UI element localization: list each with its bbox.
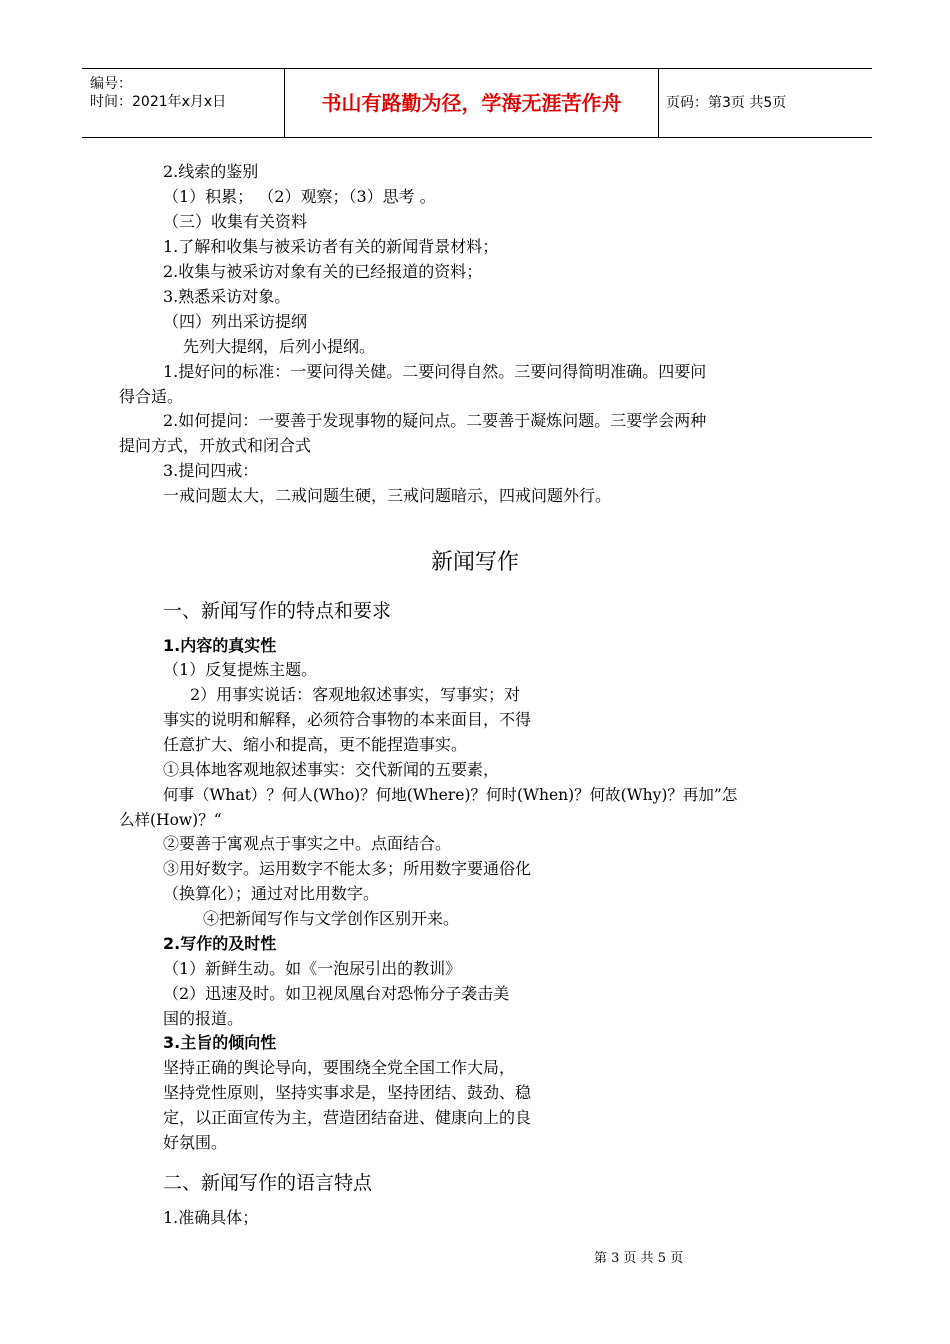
body-line: （四）列出采访提纲 bbox=[163, 312, 308, 331]
body-line: ②要善于寓观点于事实之中。点面结合。 bbox=[163, 834, 452, 853]
body-line: 2）用事实说话：客观地叙述事实，写事实；对 bbox=[190, 685, 521, 704]
header-page-info: 页码：第3页 共5页 bbox=[666, 95, 787, 111]
body-line: 国的报道。 bbox=[163, 1009, 244, 1028]
body-line: 任意扩大、缩小和提高，更不能捏造事实。 bbox=[163, 735, 468, 754]
section-heading-2: 二、新闻写作的语言特点 bbox=[163, 1172, 373, 1194]
page-title: 新闻写作 bbox=[430, 550, 519, 575]
body-line: （2）迅速及时。如卫视凤凰台对恐怖分子袭击美 bbox=[163, 984, 510, 1003]
header-time-label: 时间：2021年x月x日 bbox=[90, 94, 227, 110]
body-line: 2.收集与被采访对象有关的已经报道的资料； bbox=[163, 262, 483, 281]
body-line: 坚持党性原则，坚持实事求是，坚持团结、鼓劲、稳 bbox=[163, 1083, 532, 1102]
body-line: （三）收集有关资料 bbox=[163, 212, 308, 231]
body-line: 提问方式，开放式和闭合式 bbox=[119, 436, 312, 455]
body-line: 坚持正确的舆论导向，要围绕全党全国工作大局， bbox=[163, 1058, 516, 1077]
sub-heading: 3.主旨的倾向性 bbox=[163, 1033, 277, 1052]
body-line: 么样(How)？“ bbox=[119, 811, 222, 829]
body-line: 1.了解和收集与被采访者有关的新闻背景材料； bbox=[163, 237, 499, 256]
body-line: 好氛围。 bbox=[163, 1133, 228, 1152]
body-line: ④把新闻写作与文学创作区别开来。 bbox=[203, 909, 460, 928]
header-motto: 书山有路勤为径，学海无涯苦作舟 bbox=[285, 69, 659, 137]
body-line: （1）反复提炼主题。 bbox=[163, 660, 318, 679]
sub-heading: 2.写作的及时性 bbox=[163, 934, 277, 953]
body-line: 一戒问题太大，二戒问题生硬，三戒问题暗示，四戒问题外行。 bbox=[163, 486, 612, 505]
body-line: 1.提好问的标准：一要问得关健。二要问得自然。三要问得简明准确。四要问 bbox=[163, 362, 707, 381]
body-line: 2.如何提问：一要善于发现事物的疑问点。二要善于凝炼问题。三要学会两种 bbox=[163, 411, 707, 430]
body-line: 1.准确具体； bbox=[163, 1208, 259, 1227]
section-heading-1: 一、新闻写作的特点和要求 bbox=[163, 600, 392, 622]
body-line: 定，以正面宣传为主，营造团结奋进、健康向上的良 bbox=[163, 1108, 532, 1127]
body-line: 3.熟悉采访对象。 bbox=[163, 287, 291, 306]
header-number-label: 编号： bbox=[90, 76, 132, 92]
body-line: ③用好数字。运用数字不能太多；所用数字要通俗化 bbox=[163, 859, 532, 878]
body-line: 事实的说明和解释，必须符合事物的本来面目，不得 bbox=[163, 710, 532, 729]
page-footer: 第 3 页 共 5 页 bbox=[594, 1251, 684, 1266]
body-line: ①具体地客观地叙述事实：交代新闻的五要素， bbox=[163, 760, 500, 779]
header-info-cell bbox=[82, 69, 285, 137]
body-line: （1）新鲜生动。如《一泡尿引出的教训》 bbox=[163, 959, 462, 978]
body-line: 2.线索的鉴别 bbox=[163, 162, 259, 181]
body-line: 先列大提纲，后列小提纲。 bbox=[183, 337, 376, 356]
body-line: 何事（What）？何人(Who)？何地(Where)？何时(When)？何故(Why)？再加”怎 bbox=[163, 786, 738, 804]
body-line: 得合适。 bbox=[119, 387, 184, 406]
body-line: （1）积累； （2）观察；（3）思考 。 bbox=[163, 187, 436, 206]
body-line: （换算化）；通过对比用数字。 bbox=[163, 884, 380, 903]
sub-heading: 1.内容的真实性 bbox=[163, 636, 277, 655]
body-line: 3.提问四戒： bbox=[163, 461, 259, 480]
page-header bbox=[82, 68, 872, 138]
